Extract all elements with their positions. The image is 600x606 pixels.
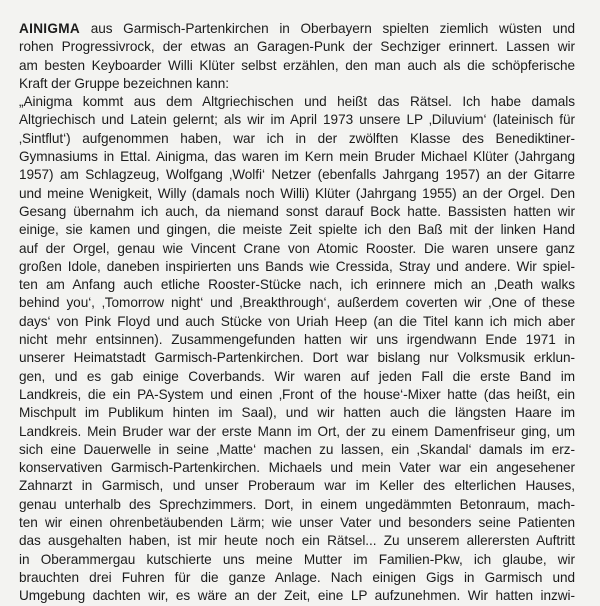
text-line: nicht mehr entsinnen). Zusammengefunden hatten wir uns irgendwann Ende 1971 in [19,332,575,348]
text-line: einige, sie kamen und gingen, die meiste Zeit spielte ich den Baß mit der linken Hand [19,222,575,238]
text-line: brauchten drei Fuhren für die ganze Anlage. Nach einigen Gigs in Garmisch und [19,569,575,585]
text-line: days‘ von Pink Floyd und auch Stücke von Uriah Heep (an die Titel kann ich mich aber [19,313,575,329]
text-line: Umgebung dachten wir, es wäre an der Zeit, eine LP aufzunehmen. Wir hatten inzwi- [19,588,575,604]
text-line: großen Idole, daneben inspirierten uns Bands wie Cressida, Stray und andere. Wir spiel- [19,258,575,274]
text-line: Zahnarzt in Garmisch, und unser Proberaum war im Keller des elterlichen Hauses, [19,478,575,494]
text-line: behind you‘, ‚Tomorrow night‘ und ‚Breakthrough‘, außerdem coverten wir ‚One of these [19,295,575,311]
text-line: ‚Sintflut‘) aufgenommen haben, war ich in der zwölften Klasse des Benediktiner- [19,130,575,146]
text-line [19,20,575,38]
text-line: Altgriechisch und Latein gelernt; als wir im April 1973 unsere LP ‚Diluvium‘ (lateinisch für [19,112,575,128]
text-line: sich eine Dauerwelle in seine ‚Matte‘ machen zu lassen, ein ‚Skandal‘ damals im erz- [19,441,575,457]
band-name: AINIGMA [19,21,81,36]
article-text [19,20,575,604]
text-line: auf der Orgel, genau wie Vincent Crane von Atomic Rooster. Die waren unsere ganz [19,240,575,256]
text-line: Landkreis, die ein PA-System und einen ‚Front of the house‘-Mixer hatte (das heißt, ein [19,386,575,402]
text-line: rohen Progressivrock, der etwas an Garagen-Punk der Sechziger erinnert. Lassen wir [19,39,575,55]
text-line: gen, und es gab einige Coverbands. Wir waren auf jeden Fall die erste Band im [19,368,575,384]
text-line: Landkreis. Mein Bruder war der erste Mann im Ort, der zu einem Damenfriseur ging, um [19,423,575,439]
text-line: Kraft der Gruppe bezeichnen kann: [19,75,229,91]
text-line: Gesang übernahm ich auch, da niemand sonst darauf Bock hatte. Bassisten hatten wir [19,203,575,219]
text-line: Gymnasiums in Ettal. Ainigma, das waren im Kern mein Bruder Michael Klüter (Jahrgang [19,149,575,165]
text-line: 1957) am Schlagzeug, Wolfgang ‚Wolfi‘ Netzer (ebenfalls Jahrgang 1957) an der Gitarre [19,167,575,183]
text-line: ten am Anfang auch etliche Rooster-Stücke nach, ich erinnere mich an ‚Death walks [19,277,575,293]
text-line: am besten Keyboarder Willi Klüter selbst erzählen, den man auch als die schöpferische [19,57,575,73]
text-line: ten wir einen ohrenbetäubenden Lärm; wie unser Vater und besonders seine Patienten [19,515,575,531]
text-line: konservativen Garmisch-Partenkirchen. Michaels und mein Vater war ein angesehener [19,460,575,476]
text-line: genau unterhalb des Sprechzimmers. Dort, in einem ungedämmten Betonraum, mach- [19,496,575,512]
text-line: unserer Heimatstadt Garmisch-Partenkirchen. Dort war bislang nur Volksmusik erklun- [19,350,575,366]
text-line: Mischpult im Publikum hinten im Saal), und wir hatten auch die längsten Haare im [19,405,575,421]
text-line: und meine Wenigkeit, Willy (damals noch Willi) Klüter (Jahrgang 1955) an der Orgel. Den [19,185,575,201]
text-line-content: aus Garmisch-Partenkirchen in Oberbayern spielten ziemlich wüsten und [80,21,575,36]
text-line: das ausgehalten haben, ist mir heute noch ein Rätsel... Zu unserem allerersten Auftritt [19,533,575,549]
text-line: in Oberammergau kutschierte uns meine Mutter im Familien-Pkw, ich glaube, wir [19,551,575,567]
text-line: „Ainigma kommt aus dem Altgriechischen und heißt das Rätsel. Ich habe damals [19,94,575,110]
